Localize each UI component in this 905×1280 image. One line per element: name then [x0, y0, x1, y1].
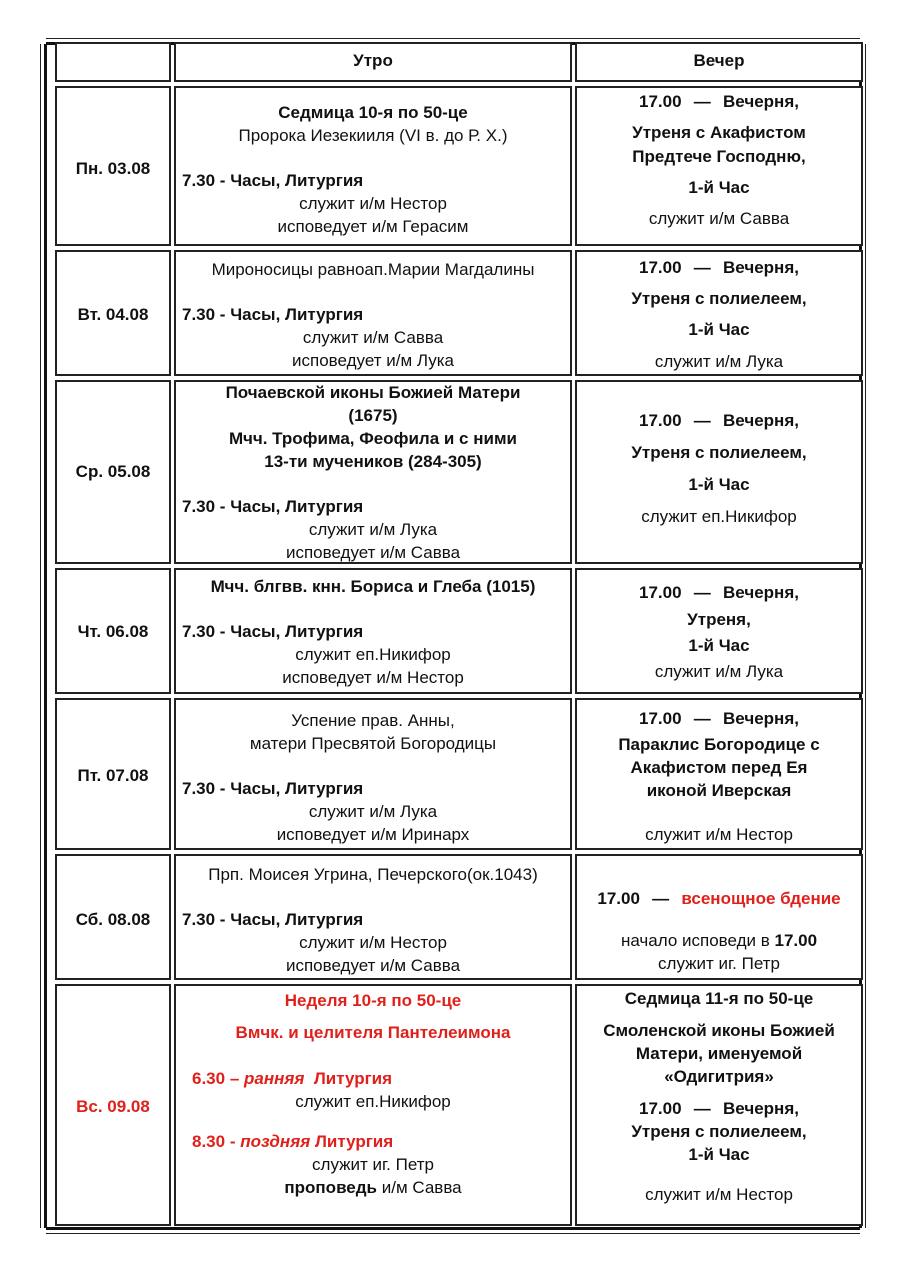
dash: —: [693, 92, 711, 111]
sermon-by: и/м Савва: [381, 1178, 462, 1197]
day-cell: [55, 984, 171, 1226]
serves-line: служит иг. Петр: [312, 1155, 434, 1174]
evening-serves: служит и/м Савва: [648, 209, 790, 228]
evening-line: 1-й Час: [688, 320, 750, 339]
evening-serves: служит и/м Нестор: [645, 825, 793, 844]
evening-line: 1-й Час: [688, 1145, 750, 1164]
feast-line: Неделя 10-я по 50-це: [284, 991, 462, 1010]
evening-first-line: [577, 1098, 861, 1120]
evening-time: 17.00: [639, 92, 682, 111]
evening-cell: [575, 984, 863, 1226]
confession-start-time: 17.00: [774, 931, 818, 950]
feast-line: Прп. Моисея Угрина, Печерского(ок.1043): [208, 865, 538, 884]
day-cell: [55, 698, 171, 850]
serves-line: служит еп.Никифор: [295, 645, 451, 664]
evening-line: Утреня,: [687, 610, 751, 629]
day-label: Чт. 06.08: [77, 622, 149, 641]
evening-line: 1-й Час: [688, 636, 750, 655]
evening-feast-line: Смоленской иконы Божией: [603, 1021, 835, 1040]
day-cell: [55, 854, 171, 980]
late-label: поздняя: [240, 1132, 311, 1151]
evening-feast-line: Матери, именуемой: [635, 1044, 803, 1063]
feast-line: Успение прав. Анны,: [291, 711, 455, 730]
evening-line: 1-й Час: [688, 475, 750, 494]
feast-line: (1675): [348, 406, 398, 425]
confess-line: исповедует и/м Нестор: [282, 668, 464, 687]
evening-serves: служит и/м Лука: [654, 662, 784, 681]
evening-cell: [575, 380, 863, 564]
header-evening: Вечер: [693, 51, 745, 70]
day-cell: [55, 86, 171, 246]
evening-cell: [575, 698, 863, 850]
evening-line: Предтече Господню,: [632, 147, 806, 166]
service-line: 7.30 - Часы, Литургия: [182, 497, 364, 516]
early-label: ранняя: [244, 1069, 305, 1088]
late-time: 8.30: [192, 1132, 226, 1151]
serves-line: служит и/м Савва: [302, 328, 444, 347]
day-cell: [55, 250, 171, 376]
dash: —: [652, 889, 670, 908]
evening-feast-line: «Одигитрия»: [664, 1067, 774, 1086]
feast-line: 13-ти мучеников (284-305): [264, 452, 482, 471]
confess-line: исповедует и/м Иринарх: [276, 825, 470, 844]
header-morning-cell: [174, 42, 572, 82]
confess-line: исповедует и/м Савва: [285, 956, 461, 975]
dash: —: [693, 583, 711, 602]
evening-line: Параклис Богородице с: [618, 735, 820, 754]
evening-service: Вечерня,: [723, 709, 799, 728]
day-label: Ср. 05.08: [75, 462, 151, 481]
evening-service: Вечерня,: [723, 411, 799, 430]
evening-first-line: [577, 91, 861, 113]
morning-cell: [174, 250, 572, 376]
feast-line: матери Пресвятой Богородицы: [249, 734, 497, 753]
evening-first-line: [577, 257, 861, 279]
confession-start-line: [577, 930, 861, 952]
early-time: 6.30: [192, 1069, 226, 1088]
evening-time: 17.00: [597, 889, 640, 908]
feast-line: Мироносицы равноап.Марии Магдалины: [211, 260, 535, 279]
day-label: Пн. 03.08: [75, 159, 151, 178]
evening-line: иконой Иверская: [646, 781, 792, 800]
evening-cell: [575, 86, 863, 246]
morning-cell: [174, 568, 572, 694]
feast-subtitle: Пророка Иезекииля (VI в. до Р. Х.): [238, 126, 508, 145]
evening-line: Утреня с Акафистом: [632, 123, 806, 142]
day-label: Вс. 09.08: [76, 1097, 150, 1116]
day-label: Вт. 04.08: [77, 305, 149, 324]
day-cell: [55, 568, 171, 694]
confess-line: исповедует и/м Лука: [292, 351, 454, 370]
feast-line: Мчч. блгвв. кнн. Бориса и Глеба (1015): [210, 577, 536, 596]
evening-time: 17.00: [639, 258, 682, 277]
early-liturgy-line: 6.30 – ранняя Литургия: [192, 1069, 393, 1088]
service-line: 7.30 - Часы, Литургия: [182, 779, 364, 798]
evening-serves: служит и/м Лука: [654, 352, 784, 371]
serves-line: служит и/м Нестор: [299, 194, 447, 213]
evening-serves: служит иг. Петр: [658, 954, 780, 973]
feast-line: Мчч. Трофима, Феофила и с ними: [229, 429, 517, 448]
evening-time: 17.00: [639, 411, 682, 430]
service-line: 7.30 - Часы, Литургия: [182, 910, 364, 929]
day-cell: [55, 380, 171, 564]
evening-time: 17.00: [639, 1099, 682, 1118]
evening-time: 17.00: [639, 583, 682, 602]
evening-line: Утреня с полиелеем,: [631, 443, 807, 462]
morning-cell: [174, 984, 572, 1226]
evening-cell: [575, 854, 863, 980]
day-label: Сб. 08.08: [75, 910, 151, 929]
dash: —: [693, 411, 711, 430]
confess-line: исповедует и/м Савва: [285, 543, 461, 562]
evening-line: Утреня с полиелеем,: [631, 289, 807, 308]
evening-serves: служит еп.Никифор: [641, 507, 797, 526]
evening-line: Акафистом перед Ея: [630, 758, 808, 777]
early-service: Литургия: [313, 1069, 393, 1088]
evening-first-line: [577, 888, 861, 910]
confess-line: исповедует и/м Герасим: [277, 217, 469, 236]
evening-cell: [575, 568, 863, 694]
serves-line: служит еп.Никифор: [295, 1092, 451, 1111]
service-line: 7.30 - Часы, Литургия: [182, 305, 364, 324]
morning-cell: [174, 854, 572, 980]
evening-service: Вечерня,: [723, 258, 799, 277]
evening-time: 17.00: [639, 709, 682, 728]
serves-line: служит и/м Нестор: [299, 933, 447, 952]
evening-first-line: [577, 708, 861, 730]
evening-cell: [575, 250, 863, 376]
sermon-label: проповедь: [284, 1178, 377, 1197]
serves-line: служит и/м Лука: [308, 802, 438, 821]
evening-serves: служит и/м Нестор: [645, 1185, 793, 1204]
service-line: 7.30 - Часы, Литургия: [182, 171, 364, 190]
day-label: Пт. 07.08: [77, 766, 149, 785]
late-liturgy-line: 8.30 - поздняя Литургия: [192, 1132, 394, 1151]
service-line: 7.30 - Часы, Литургия: [182, 622, 364, 641]
evening-service: Вечерня,: [723, 1099, 799, 1118]
morning-cell: [174, 698, 572, 850]
evening-feast-line: Седмица 11-я по 50-це: [624, 989, 814, 1008]
evening-service: Вечерня,: [723, 92, 799, 111]
dash: —: [693, 258, 711, 277]
morning-cell: [174, 86, 572, 246]
evening-first-line: [577, 582, 861, 604]
serves-line: служит и/м Лука: [308, 520, 438, 539]
morning-cell: [174, 380, 572, 564]
feast-line: Вмчк. и целителя Пантелеимона: [235, 1023, 511, 1042]
evening-line: 1-й Час: [688, 178, 750, 197]
sermon-line: [176, 1177, 570, 1199]
evening-line: Утреня с полиелеем,: [631, 1122, 807, 1141]
vigil-label: всенощное бдение: [681, 889, 841, 908]
evening-first-line: [577, 410, 861, 432]
dash: —: [693, 709, 711, 728]
feast-line: Почаевской иконы Божией Матери: [225, 383, 521, 402]
dash: —: [693, 1099, 711, 1118]
confession-start-label: начало исповеди в: [620, 931, 770, 950]
header-evening-cell: [575, 42, 863, 82]
header-day-cell: [55, 42, 171, 82]
evening-service: Вечерня,: [723, 583, 799, 602]
header-morning: Утро: [353, 51, 393, 70]
late-service: Литургия: [314, 1132, 394, 1151]
feast-title: Седмица 10-я по 50-це: [278, 103, 468, 122]
